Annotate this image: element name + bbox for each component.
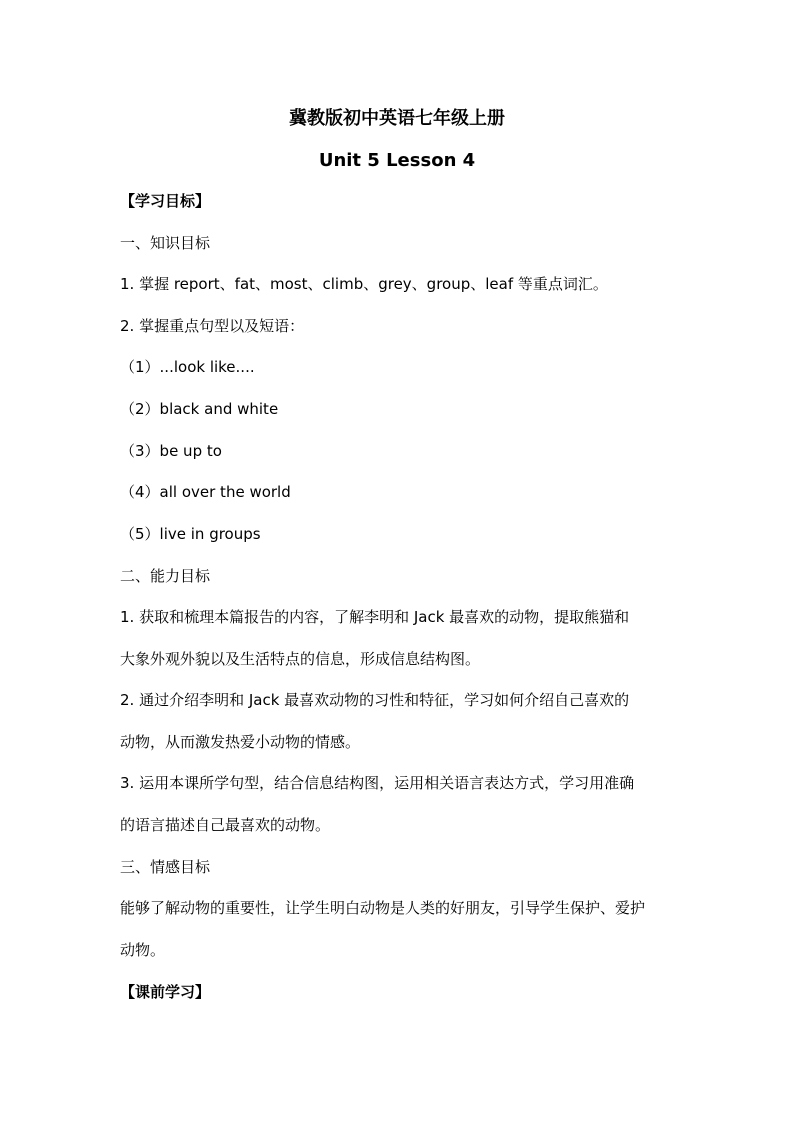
phrase-item-2: （2）black and white bbox=[120, 400, 279, 418]
document-subtitle: Unit 5 Lesson 4 bbox=[318, 150, 476, 171]
phrase-item-5: （5）live in groups bbox=[120, 525, 261, 543]
ability-line-6: 的语言描述自己最喜欢的动物。 bbox=[120, 816, 331, 834]
ability-heading: 二、能力目标 bbox=[120, 567, 211, 585]
document-title: 冀教版初中英语七年级上册 bbox=[289, 108, 505, 129]
emotion-line-1: 能够了解动物的重要性，让学生明白动物是人类的好朋友，引导学生保护、爱护 bbox=[120, 899, 646, 917]
section-heading-goals: 【学习目标】 bbox=[120, 192, 211, 210]
ability-line-2: 大象外观外貌以及生活特点的信息，形成信息结构图。 bbox=[120, 650, 481, 668]
phrase-item-3: （3）be up to bbox=[120, 442, 222, 460]
ability-line-5: 3. 运用本课所学句型，结合信息结构图，运用相关语言表达方式，学习用准确 bbox=[120, 774, 635, 792]
knowledge-item-1: 1. 掌握 report、fat、most、climb、grey、group、leaf 等重点词汇。 bbox=[120, 275, 608, 293]
ability-line-1: 1. 获取和梳理本篇报告的内容，了解李明和 Jack 最喜欢的动物，提取熊猫和 bbox=[120, 608, 630, 626]
phrase-item-4: （4）all over the world bbox=[120, 483, 291, 501]
emotion-line-2: 动物。 bbox=[120, 941, 166, 959]
ability-line-4: 动物，从而激发热爱小动物的情感。 bbox=[120, 733, 361, 751]
phrase-item-1: （1）...look like.... bbox=[120, 358, 255, 376]
section-heading-prestudy: 【课前学习】 bbox=[120, 983, 211, 1001]
ability-line-3: 2. 通过介绍李明和 Jack 最喜欢动物的习性和特征，学习如何介绍自己喜欢的 bbox=[120, 691, 630, 709]
emotion-heading: 三、情感目标 bbox=[120, 858, 211, 876]
knowledge-heading: 一、知识目标 bbox=[120, 234, 211, 252]
knowledge-item-2: 2. 掌握重点句型以及短语： bbox=[120, 317, 305, 335]
